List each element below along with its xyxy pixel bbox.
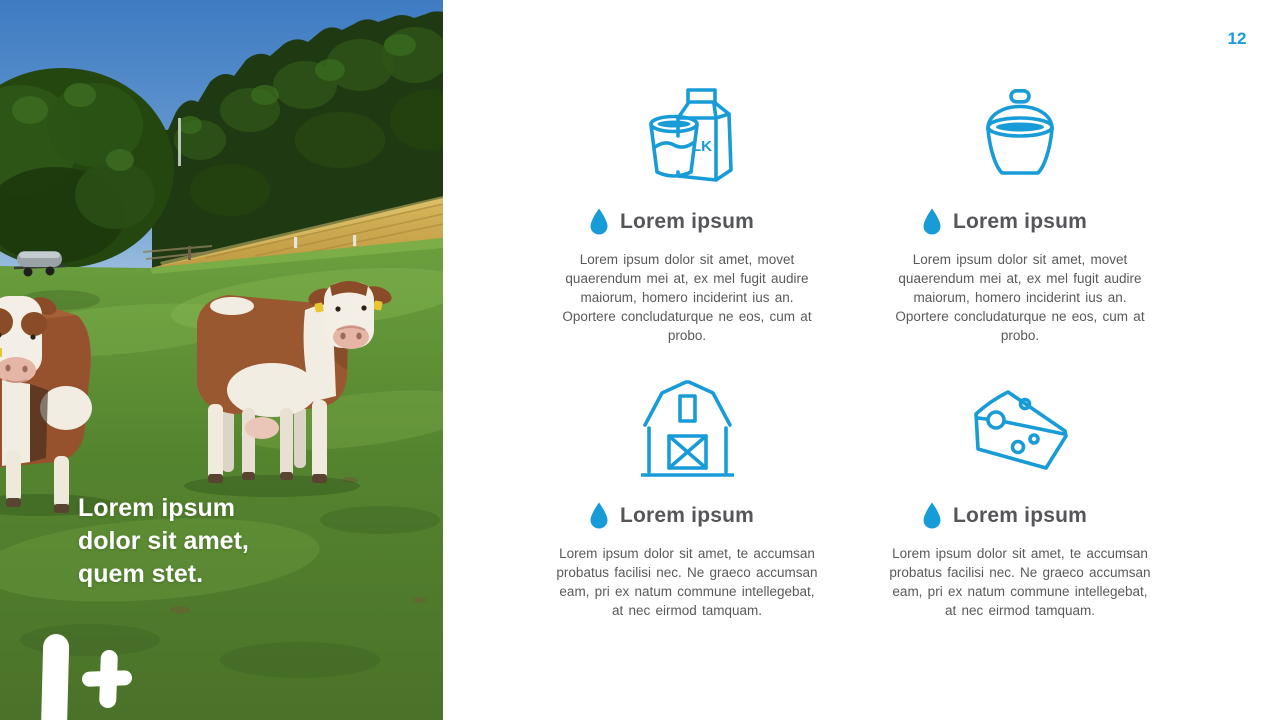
page-number: 12 (1227, 29, 1247, 48)
feature-block-bucket (885, 84, 1155, 345)
birch-trunk (178, 118, 181, 166)
pasture-photo-illustration (0, 0, 443, 720)
milk-carton-and-glass-icon (552, 84, 822, 188)
pasture-photo (0, 0, 443, 720)
water-drop-icon (590, 502, 608, 529)
feature-block-cheese (885, 378, 1155, 620)
feature-title: Lorem ipsum (619, 504, 755, 527)
water-drop-icon (923, 208, 941, 235)
feature-title-row (552, 208, 822, 236)
barn-icon (552, 378, 822, 482)
feature-title-row (885, 502, 1155, 530)
feature-title: Lorem ipsum (619, 210, 755, 233)
milk-bucket-icon (885, 84, 1155, 188)
carton-label: LK (692, 138, 712, 155)
feature-body: Lorem ipsum dolor sit amet, te accumsan probatus facilisi nec. Ne graeco accumsan eam, pri ex natum commune intellegebat, at nec eirmod tamquam. (556, 546, 818, 618)
feature-title-row (552, 502, 822, 530)
feature-body: Lorem ipsum dolor sit amet, te accumsan probatus facilisi nec. Ne graeco accumsan eam, pri ex natum commune intellegebat, at nec eirmod tamquam. (889, 546, 1151, 618)
feature-title: Lorem ipsum (952, 210, 1088, 233)
feature-body: Lorem ipsum dolor sit amet, movet quaerendum mei at, ex mel fugit audire maiorum, homero inciderint ius an. Oportere concludaturque ne eos, cum at probo. (895, 252, 1145, 343)
feature-title: Lorem ipsum (952, 504, 1088, 527)
feature-block-barn (552, 378, 822, 620)
feature-block-milk (552, 84, 822, 345)
feature-title-row (885, 208, 1155, 236)
cheese-icon (885, 378, 1155, 482)
water-drop-icon (923, 502, 941, 529)
feature-body: Lorem ipsum dolor sit amet, movet quaerendum mei at, ex mel fugit audire maiorum, homero inciderint ius an. Oportere concludaturque ne eos, cum at probo. (562, 252, 812, 343)
water-drop-icon (590, 208, 608, 235)
photo-caption: Lorem ipsum dolor sit amet, quem stet. (78, 494, 249, 588)
